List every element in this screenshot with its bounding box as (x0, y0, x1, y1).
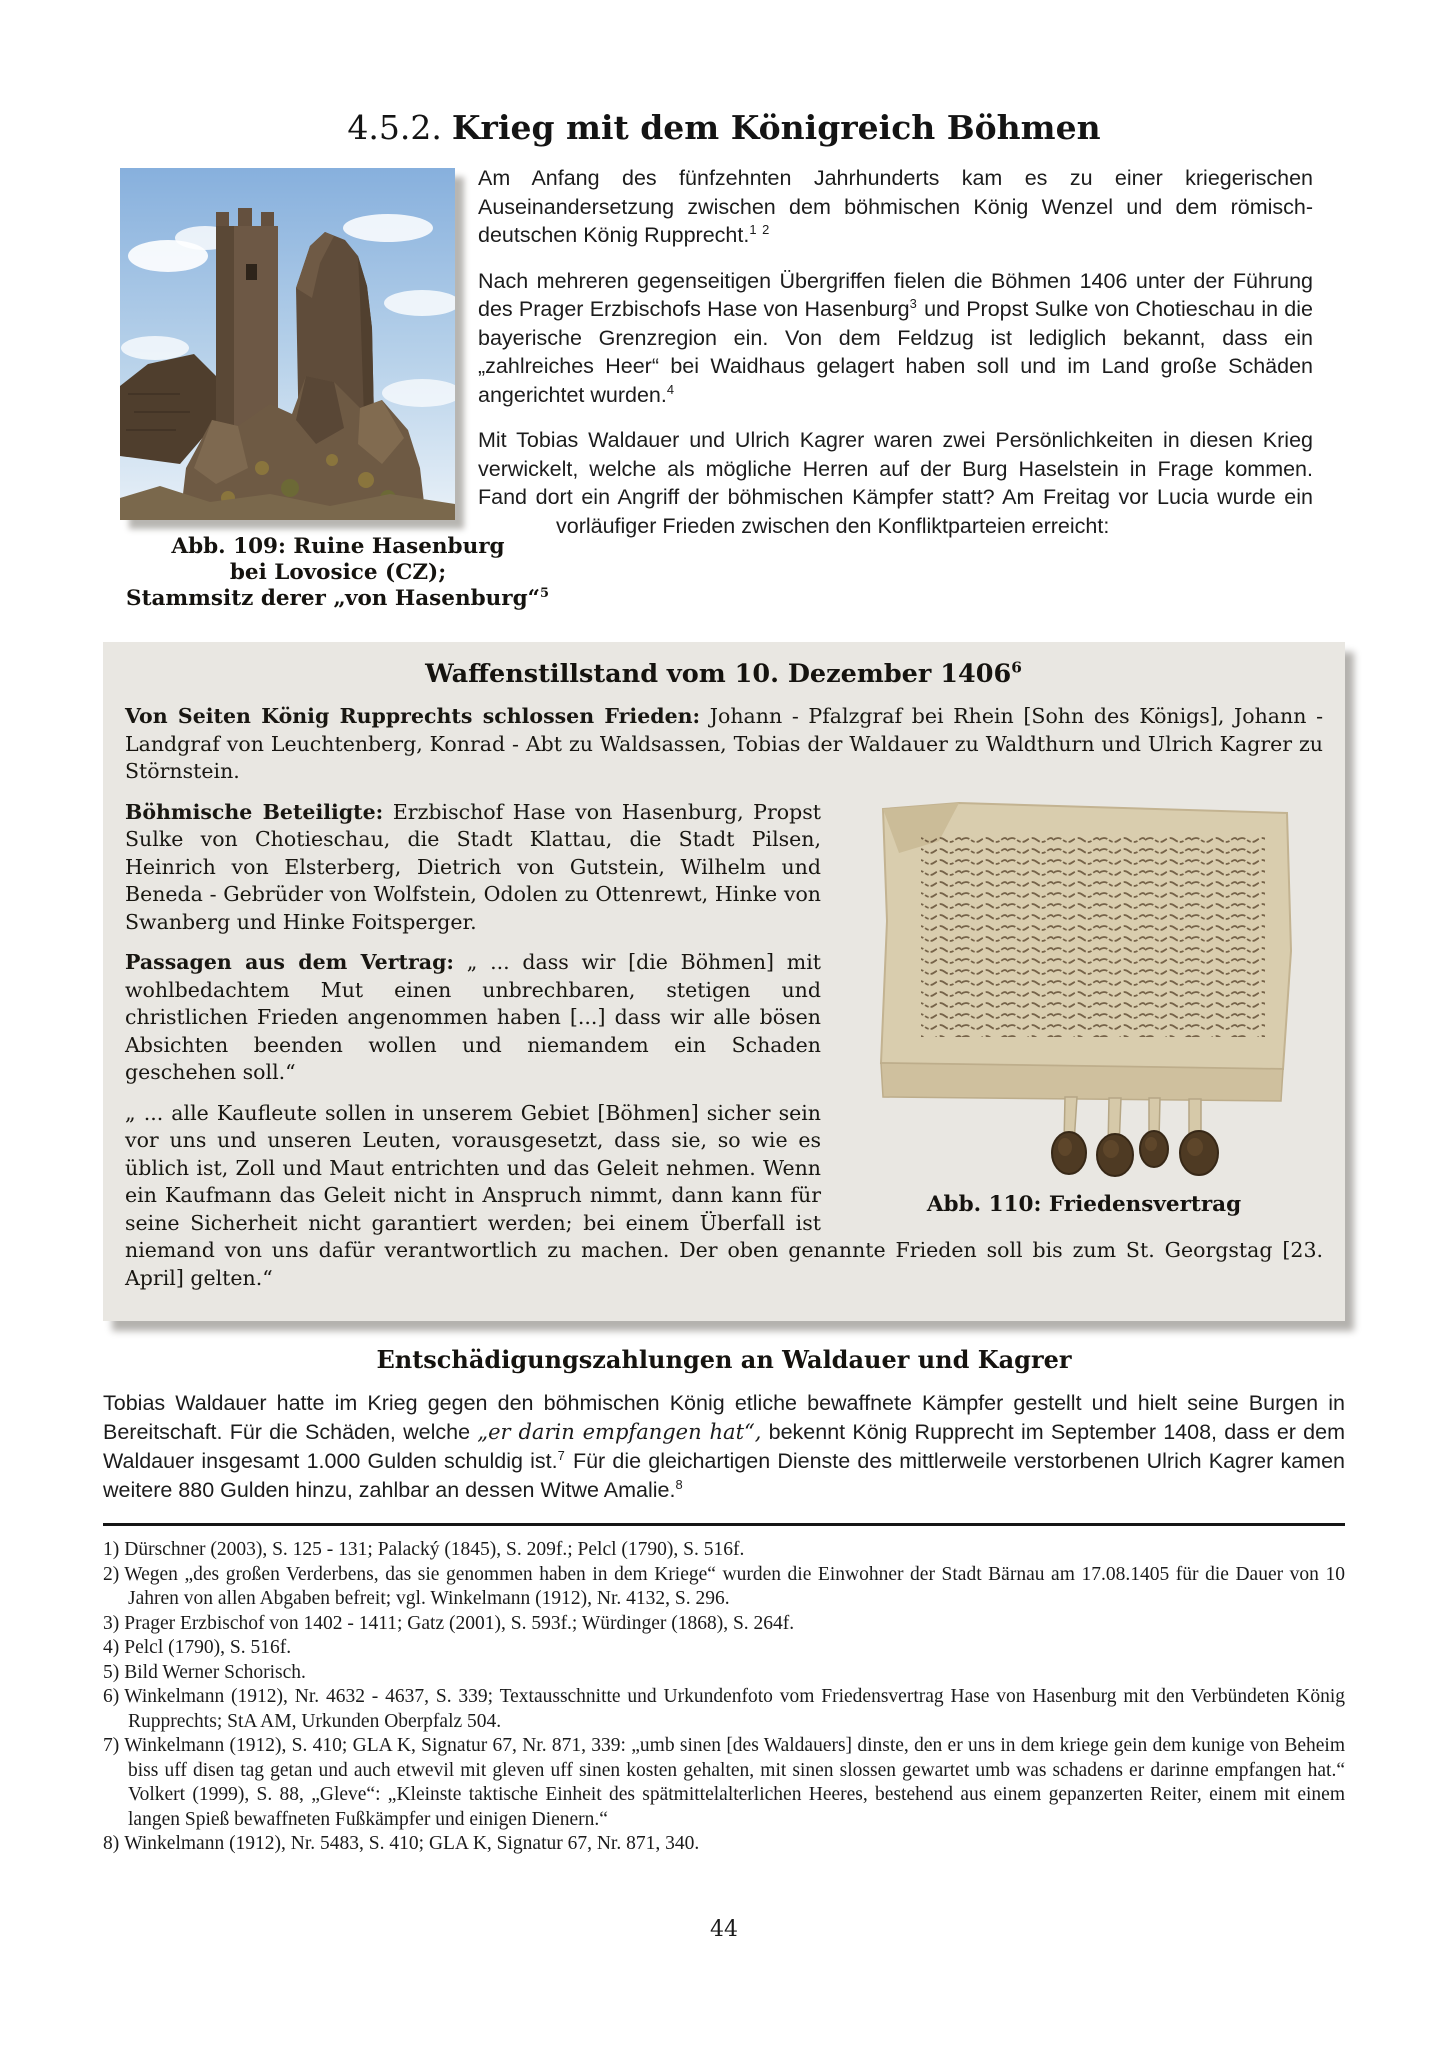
page-number: 44 (710, 1917, 738, 1942)
footnote-divider (103, 1523, 1345, 1526)
footnote: 7) Winkelmann (1912), S. 410; GLA K, Signatur 67, Nr. 871, 339: „umb sinen [des Waldauers] dinste, den er uns in dem kriege gein dem kunige von Beheim biss uff disen tag getan und auch etwevil mit gleven uff sinen kosten gehalten, mit sinen slossen gewartet umb was schadens er darinne empfangen hat.“ Volkert (1999), S. 88, „Gleve“: „Kleinste taktische Einheit des spätmittelalterlichen Heeres, bestehend aus einem gepanzerten Reiter, einem mit einem langen Spieß bewaffneten Fußkämpfer und einigen Dienern.“ (103, 1735, 1345, 1830)
treaty-box (103, 642, 1345, 1321)
section-number: 4.5.2. (347, 108, 442, 147)
treaty-paragraph: Böhmische Beteiligte: Erzbischof Hase von Hasenburg, Propst Sulke von Chotieschau, die Stadt Klattau, die Stadt Pilsen, Heinrich von Elsterberg, Dietrich von Gutstein, Wilhelm und Beneda - Gebrüder von Wolfstein, Odolen zu Ottenrewt, Hinke von Swanberg und Hinke Foitsperger. (125, 799, 821, 934)
castle-figure-caption (120, 534, 556, 612)
footnote: 8) Winkelmann (1912), Nr. 5483, S. 410; GLA K, Signatur 67, Nr. 871, 340. (103, 1833, 700, 1854)
footnote: 6) Winkelmann (1912), Nr. 4632 - 4637, S. 339; Textausschnitte und Urkundenfoto vom Friedensvertrag Hase von Hasenburg mit den Verbündeten König Rupprechts; StA AM, Urkunden Oberpfalz 504. (103, 1686, 1345, 1732)
treaty-box-title: Waffenstillstand vom 10. Dezember 1406$^6$ (425, 658, 1023, 689)
footnote: 1) Dürschner (2003), S. 125 - 131; Palacký (1845), S. 209f.; Pelcl (1790), S. 516f. (103, 1539, 745, 1560)
caption-line: bei Lovosice (CZ); (229, 560, 447, 585)
footnote-list (103, 1538, 1345, 1857)
intro-section (120, 164, 1313, 628)
castle-ruin-illustration (120, 168, 455, 520)
intro-paragraph: Mit Tobias Waldauer und Ulrich Kagrer waren zwei Persönlichkeiten in diesen Krieg verwickelt, welche als mögliche Herren auf der Burg Haselstein in Frage kommen. Fand dort ein Angriff der böhmischen Kämpfer statt? Am Freitag vor Lucia wurde ein vorläufiger Frieden zwischen den Konfliktparteien erreicht: (478, 428, 1313, 538)
compensation-paragraph: Tobias Waldauer hatte im Krieg gegen den böhmischen König etliche bewaffnete Kämpfer gestellt und hielt seine Burgen in Bereitschaft. Für die Schäden, welche „er darin empfangen hat“, bekennt König Rupprecht im September 1408, dass er dem Waldauer insgesamt 1.000 Gulden schuldig ist.$^7$ Für die gleichartigen Dienste des mittlerweile verstorbenen Ulrich Kagrer kamen weitere 880 Gulden hinzu, zahlbar an dessen Witwe Amalie.$^8$ (103, 1391, 1345, 1502)
treaty-parchment-photo (869, 801, 1299, 1179)
footnote: 5) Bild Werner Schorisch. (103, 1661, 306, 1683)
castle-ruin-photo (120, 168, 455, 520)
figure-friedensvertrag (845, 801, 1323, 1218)
intro-paragraph: Nach mehreren gegenseitigen Übergriffen fielen die Böhmen 1406 unter der Führung des Prager Erzbischofs Hase von Hasenburg$^3$ und Propst Sulke von Chotieschau in die bayerische Grenzregion ein. Von dem Feldzug ist lediglich bekannt, dass ein „zahlreiches Heer“ bei Waidhaus gelagert haben soll und im Land große Schäden angerichtet wurden.$^4$ (478, 268, 1313, 407)
square-tower (216, 208, 278, 426)
treaty-paragraph: Von Seiten König Rupprechts schlossen Frieden: Johann - Pfalzgraf bei Rhein [Sohn des Königs], Johann - Landgraf von Leuchtenberg, Konrad - Abt zu Waldsassen, Tobias der Waldauer zu Waldthurn und Ulrich Kagrer zu Störnstein. (125, 704, 1323, 783)
caption-line: Abb. 109: Ruine Hasenburg (171, 534, 505, 559)
page-title-text: Krieg mit dem Königreich Böhmen (451, 108, 1101, 147)
page-title (103, 0, 1345, 148)
parchment-illustration (869, 801, 1299, 1179)
footnote-ref: 5 (539, 585, 550, 601)
footnote: 3) Prager Erzbischof von 1402 - 1411; Gatz (2001), S. 593f.; Würdinger (1868), S. 264f. (103, 1612, 795, 1634)
treaty-paragraph: Passagen aus dem Vertrag: „ ... dass wir [die Böhmen] mit wohlbedachtem Mut einen unbrechbaren, stetigen und christlichen Frieden angenommen haben [...] dass wir alle bösen Absichten beenden wollen und niemandem ein Schaden geschehen soll.“ (125, 950, 822, 1084)
treaty-figure-caption: Abb. 110: Friedensvertrag (926, 1191, 1242, 1217)
seal-tails (1064, 1097, 1201, 1148)
footnote: 2) Wegen „des großen Verderbens, das sie genommen haben in dem Kriege“ wurden die Einwohner der Stadt Bärnau am 17.08.1405 für die Dauer von 10 Jahren von allen Abgaben befreit; vgl. Winkelmann (1912), Nr. 4132, S. 296. (103, 1563, 1345, 1609)
footnote-ref: 6 (1011, 658, 1023, 677)
compensation-heading: Entschädigungszahlungen an Waldauer und Kagrer (376, 1345, 1072, 1374)
caption-line: Stammsitz derer „von Hasenburg“$^5$ (126, 585, 550, 611)
intro-paragraph: Am Anfang des fünfzehnten Jahrhunderts kam es zu einer kriegerischen Auseinandersetzung zwischen dem böhmischen König Wenzel und dem römisch-deutschen König Rupprecht.$^{1 2}$ (478, 166, 1313, 247)
footnote: 4) Pelcl (1790), S. 516f. (103, 1637, 292, 1658)
treaty-paragraph: „ ... alle Kaufleute sollen in unserem Gebiet [Böhmen] sicher sein vor uns und unseren Leuten, vorausgesetzt, dass sie, so wie es üblich ist, Zoll und Maut entrichten und das Geleit nehmen. Wenn ein Kaufmann das Geleit nicht in Anspruch nimmt, dann kann für seine Sicherheit nicht garantiert werden; bei einem Überfall ist niemand von uns dafür verantwortlich zu machen. Der oben genannte Frieden soll bis zum St. Georgstag [23. April] gelten.“ (125, 1100, 1323, 1290)
